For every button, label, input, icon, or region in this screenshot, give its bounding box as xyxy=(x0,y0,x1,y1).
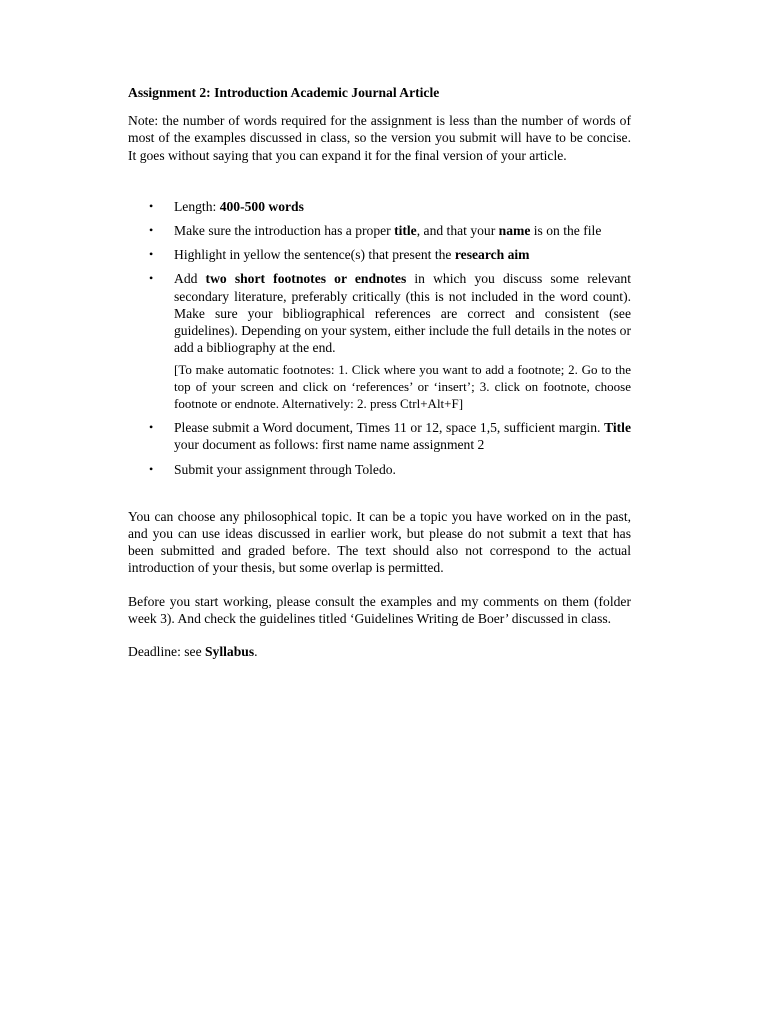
length-value: 400-500 words xyxy=(219,198,304,214)
title-name-text-3: is on the file xyxy=(530,223,602,239)
list-item-toledo xyxy=(128,461,631,478)
footnotes-text-2: in which you discuss some relevant secondary literature, preferably critically (this is not included in the word count). Make sure your bibliographical references are correct and consistent (see guidelines). Depending on your system, either include the full details in the notes or add a bibliography at the end. xyxy=(174,271,631,356)
bullet-icon: • xyxy=(149,223,154,238)
toledo-text: Submit your assignment through Toledo. xyxy=(174,461,396,477)
footnote-instructions: [To make automatic footnotes: 1. Click where you want to add a footnote; 2. Go to the top of your screen and click on ‘references’ or ‘insert’; 3. click on footnote, choose footnote or endnote. Alternatively: 2. press Ctrl+Alt+F] xyxy=(174,362,631,411)
bullet-icon: • xyxy=(149,198,154,213)
title-keyword-2: Title xyxy=(604,420,631,436)
syllabus-keyword: Syllabus xyxy=(205,644,255,660)
footnotes-text-1: Add xyxy=(174,271,206,287)
bullet-icon: • xyxy=(149,420,154,435)
list-item-submit-word xyxy=(128,419,631,453)
note-paragraph: Note: the number of words required for the assignment is less than the number of words of most of the examples discussed in class, so the version you submit will have to be concise. It goes without saying that you can expand it for the final version of your article. xyxy=(128,113,631,163)
submit-word-text-2: your document as follows: first name name assignment 2 xyxy=(174,437,485,453)
research-aim-keyword: research aim xyxy=(454,247,530,263)
title-name-text-1: Make sure the introduction has a proper xyxy=(174,223,395,239)
topic-paragraph: You can choose any philosophical topic. It can be a topic you have worked on in the past, and you can use ideas discussed in earlier work, but please do not submit a text that has been submitted and graded before. The text should also not correspond to the actual introduction of your thesis, but some overlap is permitted. xyxy=(128,508,631,576)
deadline-label: Deadline: see xyxy=(128,644,205,660)
bullet-icon: • xyxy=(149,271,154,286)
bullet-icon: • xyxy=(149,247,154,262)
footnotes-keyword: two short footnotes or endnotes xyxy=(205,271,407,287)
name-keyword: name xyxy=(498,223,531,239)
title-keyword: title xyxy=(394,223,417,239)
deadline-line xyxy=(128,643,631,660)
examples-paragraph: Before you start working, please consult the examples and my comments on them (folder week 3). And check the guidelines titled ‘Guidelines Writing de Boer’ discussed in class. xyxy=(128,593,631,626)
list-item-highlight xyxy=(128,246,631,263)
requirements-list xyxy=(128,198,631,478)
bullet-icon: • xyxy=(149,461,154,476)
submit-word-text-1: Please submit a Word document, Times 11 or 12, space 1,5, sufficient margin. xyxy=(174,420,605,436)
deadline-period: . xyxy=(254,644,258,660)
list-item-footnotes xyxy=(128,270,631,412)
length-label: Length: xyxy=(174,198,220,214)
title-name-text-2: , and that your xyxy=(416,223,499,239)
list-item-length xyxy=(128,198,631,215)
list-item-title-name xyxy=(128,222,631,239)
highlight-text: Highlight in yellow the sentence(s) that present the xyxy=(174,247,455,263)
assignment-title: Assignment 2: Introduction Academic Journal Article xyxy=(128,85,440,100)
document-content xyxy=(128,84,631,660)
